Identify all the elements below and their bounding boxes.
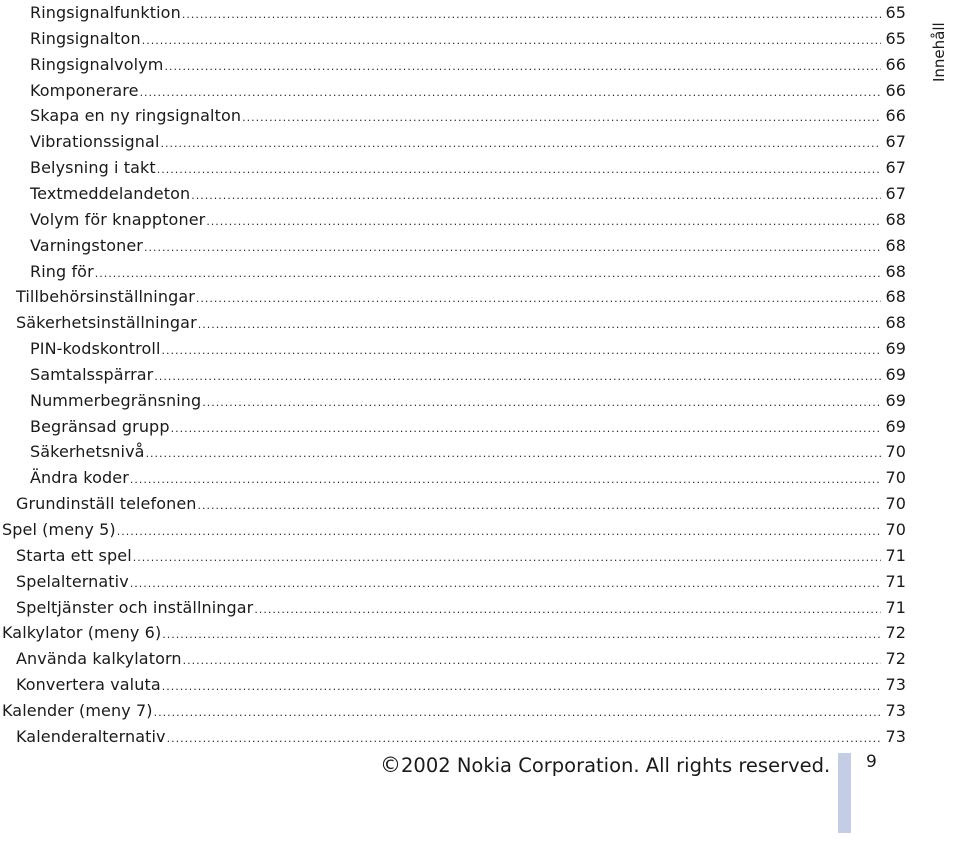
toc-entry-page: 73 [885, 700, 906, 720]
toc-entry-page: 71 [885, 597, 906, 617]
toc-dot-leader [164, 54, 881, 80]
toc-dot-leader [130, 571, 881, 597]
toc-entry[interactable] [0, 672, 906, 698]
toc-dot-leader [95, 261, 881, 287]
toc-entry-page: 68 [885, 235, 906, 255]
toc-entry-title: Volym för knapptoner [30, 209, 206, 229]
toc-entry[interactable] [0, 517, 906, 543]
toc-entry-page: 70 [885, 520, 906, 539]
toc-entry[interactable] [0, 620, 906, 646]
toc-entry-page: 68 [885, 209, 906, 229]
toc-entry-title: Ring för [30, 261, 94, 281]
toc-entry-page: 68 [885, 313, 906, 333]
toc-dot-leader [162, 622, 881, 648]
toc-entry-page: 66 [885, 54, 906, 74]
copyright-symbol: © [380, 753, 401, 777]
toc-dot-leader [146, 441, 881, 467]
toc-entry-title: Ändra koder [30, 468, 129, 488]
toc-entry-title: Kalenderalternativ [16, 726, 166, 746]
toc-dot-leader [144, 235, 881, 261]
toc-entry[interactable] [0, 103, 906, 129]
toc-entry-title: Komponerare [30, 80, 139, 100]
section-tab-label: Innehåll [930, 22, 948, 82]
toc-entry[interactable] [0, 388, 906, 414]
toc-entry-title: PIN-kodskontroll [30, 339, 161, 359]
toc-entry-page: 67 [885, 158, 906, 178]
toc-entry[interactable] [0, 207, 906, 233]
toc-entry[interactable] [0, 129, 906, 155]
toc-entry-title: Kalkylator (meny 6) [2, 623, 162, 643]
toc-entry-page: 68 [885, 261, 906, 281]
toc-entry-title: Nummerbegränsning [30, 390, 202, 410]
page-marker-bar [838, 753, 851, 833]
toc-entry-title: Skapa en ny ringsignalton [30, 106, 242, 126]
toc-entry-title: Ringsignalfunktion [30, 3, 181, 22]
toc-entry[interactable] [0, 78, 906, 104]
toc-entry-page: 67 [885, 183, 906, 203]
toc-dot-leader [167, 726, 881, 752]
toc-dot-leader [154, 700, 881, 726]
toc-entry-title: Belysning i takt [30, 158, 156, 178]
toc-entry[interactable] [0, 595, 906, 621]
toc-entry-title: Kalender (meny 7) [2, 700, 153, 720]
toc-entry[interactable] [0, 181, 906, 207]
toc-entry[interactable] [0, 284, 906, 310]
toc-entry[interactable] [0, 52, 906, 78]
toc-dot-leader [206, 209, 881, 235]
toc-entry[interactable] [0, 646, 906, 672]
toc-entry-title: Starta ett spel [16, 545, 132, 565]
toc-entry-title: Konvertera valuta [16, 675, 161, 695]
toc-entry[interactable] [0, 0, 906, 26]
toc-entry-title: Textmeddelandeton [30, 183, 191, 203]
toc-entry[interactable] [0, 465, 906, 491]
toc-entry[interactable] [0, 26, 906, 52]
copyright-notice [380, 750, 830, 781]
toc-entry[interactable] [0, 362, 906, 388]
toc-dot-leader [196, 286, 881, 312]
toc-entry[interactable] [0, 310, 906, 336]
toc-entry[interactable] [0, 724, 906, 750]
toc-dot-leader [202, 390, 881, 416]
toc-entry-page: 69 [885, 416, 906, 436]
toc-entry[interactable] [0, 259, 906, 285]
toc-dot-leader [182, 2, 881, 28]
toc-dot-leader [198, 493, 881, 519]
toc-entry-page: 65 [885, 28, 906, 48]
toc-entry-page: 65 [885, 3, 906, 22]
toc-entry-page: 70 [885, 442, 906, 462]
toc-dot-leader [242, 105, 881, 131]
toc-entry-title: Spelalternativ [16, 571, 129, 591]
toc-entry-page: 71 [885, 545, 906, 565]
toc-dot-leader [117, 519, 881, 545]
toc-entry-page: 69 [885, 339, 906, 359]
toc-entry-page: 68 [885, 287, 906, 307]
toc-entry-page: 71 [885, 571, 906, 591]
toc-entry-title: Ringsignalton [30, 28, 141, 48]
toc-entry[interactable] [0, 698, 906, 724]
toc-dot-leader [161, 131, 882, 157]
toc-entry-title: Säkerhetsnivå [30, 442, 145, 462]
toc-entry-page: 67 [885, 132, 906, 152]
toc-entry[interactable] [0, 233, 906, 259]
toc-entry-page: 70 [885, 494, 906, 514]
toc-dot-leader [198, 312, 881, 338]
toc-entry-title: Samtalsspärrar [30, 364, 154, 384]
toc-entry-title: Varningstoner [30, 235, 143, 255]
toc-entry-page: 72 [885, 649, 906, 669]
toc-entry-title: Använda kalkylatorn [16, 649, 182, 669]
toc-entry[interactable] [0, 491, 906, 517]
toc-entry-title: Vibrationssignal [30, 132, 160, 152]
toc-entry-page: 70 [885, 468, 906, 488]
toc-dot-leader [130, 467, 881, 493]
toc-entry[interactable] [0, 414, 906, 440]
toc-entry-title: Säkerhetsinställningar [16, 313, 197, 333]
toc-entry[interactable] [0, 155, 906, 181]
page-number: 9 [866, 752, 877, 772]
toc-dot-leader [140, 80, 881, 106]
toc-dot-leader [162, 338, 882, 364]
toc-entry-title: Grundinställ telefonen [16, 494, 197, 514]
copyright-text: 2002 Nokia Corporation. All rights reserved. [401, 754, 831, 777]
toc-entry-page: 66 [885, 106, 906, 126]
toc-entry-page: 73 [885, 675, 906, 695]
toc-dot-leader [191, 183, 881, 209]
toc-entry-page: 73 [885, 726, 906, 746]
toc-entry-title: Speltjänster och inställningar [16, 597, 254, 617]
toc-dot-leader [157, 157, 881, 183]
toc-entry[interactable] [0, 439, 906, 465]
toc-entry-page: 66 [885, 80, 906, 100]
toc-dot-leader [171, 416, 881, 442]
toc-dot-leader [133, 545, 881, 571]
toc-dot-leader [254, 597, 881, 623]
toc-dot-leader [154, 364, 881, 390]
toc-entry[interactable] [0, 336, 906, 362]
toc-dot-leader [162, 674, 881, 700]
toc-entry-title: Begränsad grupp [30, 416, 170, 436]
toc-entry-title: Tillbehörsinställningar [16, 287, 195, 307]
toc-entry-page: 72 [885, 623, 906, 643]
toc-entry-page: 69 [885, 390, 906, 410]
toc-dot-leader [183, 648, 881, 674]
toc-entry[interactable] [0, 543, 906, 569]
toc-dot-leader [142, 28, 881, 54]
toc-entry-title: Spel (meny 5) [2, 520, 116, 539]
toc-entry[interactable] [0, 569, 906, 595]
toc-entry-page: 69 [885, 364, 906, 384]
toc-entry-title: Ringsignalvolym [30, 54, 164, 74]
